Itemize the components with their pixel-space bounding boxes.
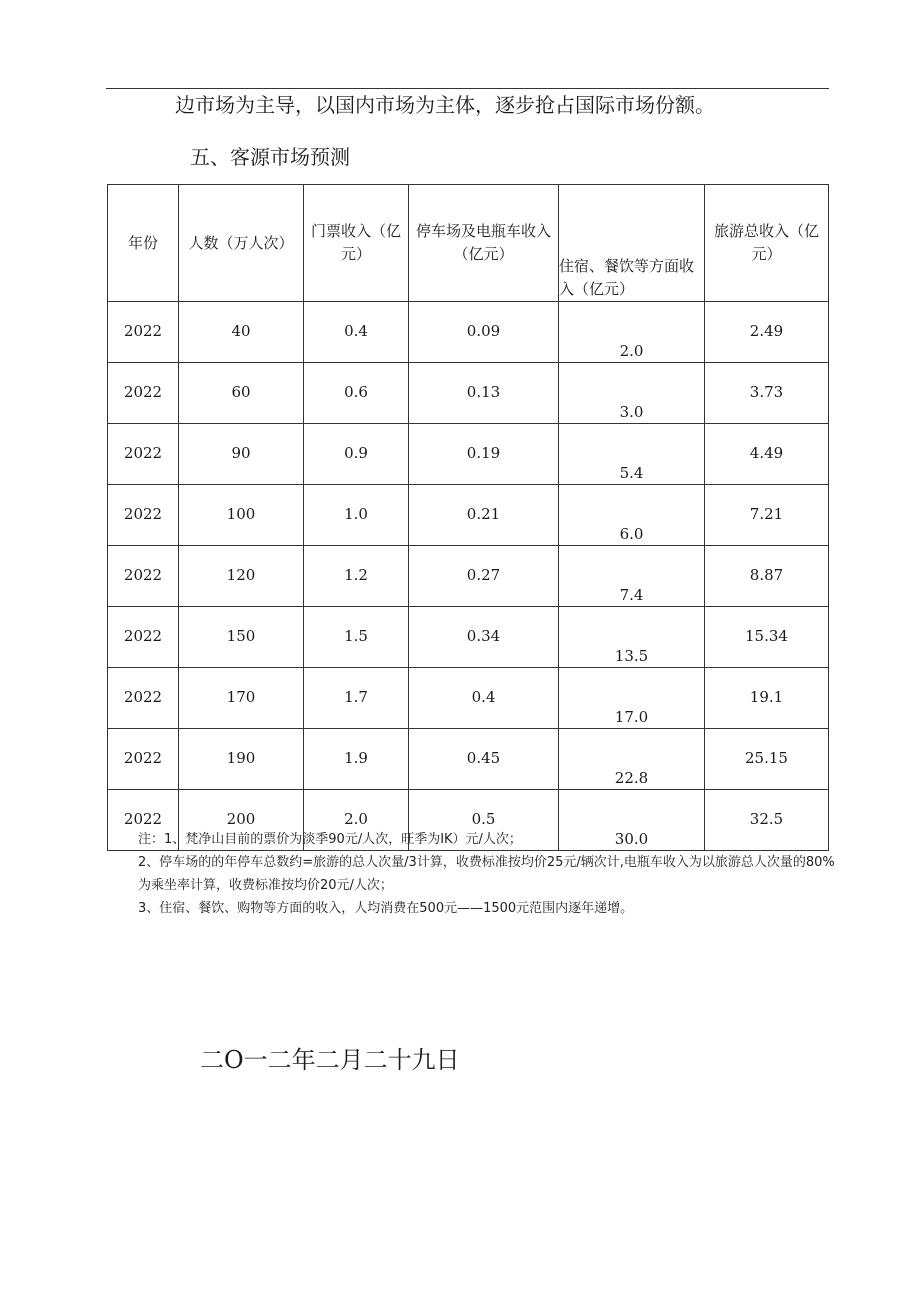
- cell-parking-revenue: [409, 546, 559, 607]
- market-forecast-table: [107, 184, 829, 851]
- cell-total-revenue: [705, 302, 829, 363]
- cell-total-revenue: [705, 363, 829, 424]
- cell-lodging-revenue: [559, 546, 705, 607]
- cell-year-value: 2022: [123, 627, 163, 645]
- cell-ticket-revenue-value: 1.2: [344, 566, 368, 584]
- header-total-revenue: 旅游总收入（亿元）: [705, 185, 829, 302]
- cell-total-revenue-value: 8.87: [749, 566, 784, 584]
- cell-total-revenue: [705, 546, 829, 607]
- cell-lodging-revenue: [559, 668, 705, 729]
- cell-total-revenue-value: 19.1: [749, 688, 784, 706]
- cell-parking-revenue: [409, 363, 559, 424]
- table-row: [108, 546, 829, 607]
- table-row: [108, 363, 829, 424]
- cell-total-revenue-value: 3.73: [749, 383, 784, 401]
- cell-parking-revenue: [409, 302, 559, 363]
- cell-visitors-value: 100: [226, 505, 256, 523]
- cell-visitors: [179, 363, 304, 424]
- cell-visitors-value: 150: [226, 627, 256, 645]
- table-notes: [138, 828, 838, 920]
- cell-lodging-revenue-value: 17.0: [614, 708, 649, 726]
- cell-ticket-revenue-value: 1.0: [344, 505, 368, 523]
- table-row: [108, 607, 829, 668]
- cell-lodging-revenue-value: 30.0: [614, 830, 649, 848]
- cell-ticket-revenue-value: 1.7: [344, 688, 368, 706]
- cell-ticket-revenue: [304, 668, 409, 729]
- cell-year: [108, 607, 179, 668]
- cell-visitors: [179, 302, 304, 363]
- cell-visitors-value: 120: [226, 566, 256, 584]
- cell-year: [108, 729, 179, 790]
- cell-parking-revenue: [409, 485, 559, 546]
- top-divider: [106, 88, 829, 89]
- cell-parking-revenue-value: 0.34: [466, 627, 501, 645]
- table-row: [108, 668, 829, 729]
- cell-year: [108, 363, 179, 424]
- cell-parking-revenue-value: 0.21: [466, 505, 501, 523]
- cell-parking-revenue-value: 0.09: [466, 322, 501, 340]
- cell-year-value: 2022: [123, 444, 163, 462]
- cell-year: [108, 302, 179, 363]
- cell-ticket-revenue: [304, 485, 409, 546]
- cell-ticket-revenue-value: 0.4: [344, 322, 368, 340]
- intro-paragraph: 边市场为主导，以国内市场为主体，逐步抢占国际市场份额。: [175, 93, 715, 117]
- cell-ticket-revenue-value: 1.5: [344, 627, 368, 645]
- cell-lodging-revenue: [559, 729, 705, 790]
- cell-lodging-revenue-value: 2.0: [619, 342, 644, 360]
- cell-total-revenue: [705, 668, 829, 729]
- cell-parking-revenue-value: 0.13: [466, 383, 501, 401]
- cell-total-revenue-value: 4.49: [749, 444, 784, 462]
- cell-year: [108, 424, 179, 485]
- cell-ticket-revenue-value: 1.9: [344, 749, 368, 767]
- cell-parking-revenue-value: 0.45: [466, 749, 501, 767]
- cell-ticket-revenue-value: 2.0: [344, 810, 368, 828]
- cell-lodging-revenue: [559, 485, 705, 546]
- table-row: [108, 729, 829, 790]
- cell-visitors-value: 190: [226, 749, 256, 767]
- cell-ticket-revenue-value: 0.9: [344, 444, 368, 462]
- cell-parking-revenue-value: 0.19: [466, 444, 501, 462]
- cell-visitors: [179, 546, 304, 607]
- cell-ticket-revenue: [304, 302, 409, 363]
- cell-lodging-revenue-value: 6.0: [619, 525, 644, 543]
- cell-total-revenue-value: 32.5: [749, 810, 784, 828]
- cell-total-revenue-value: 7.21: [749, 505, 784, 523]
- document-date: 二O一二年二月二十九日: [200, 1046, 460, 1074]
- table-header-row: [108, 185, 829, 302]
- cell-visitors: [179, 607, 304, 668]
- cell-total-revenue-value: 2.49: [749, 322, 784, 340]
- header-parking-revenue: 停车场及电瓶车收入（亿元）: [409, 185, 559, 302]
- cell-ticket-revenue: [304, 424, 409, 485]
- cell-ticket-revenue: [304, 729, 409, 790]
- cell-year-value: 2022: [123, 688, 163, 706]
- header-ticket-revenue: 门票收入（亿元）: [304, 185, 409, 302]
- cell-visitors-value: 40: [231, 322, 251, 340]
- cell-lodging-revenue: [559, 363, 705, 424]
- table-row: [108, 424, 829, 485]
- cell-ticket-revenue: [304, 363, 409, 424]
- note-2: 2、停车场的的年停车总数约=旅游的总人次量/3计算，收费标准按均价25元/辆次计,电瓶车收入为以旅游总人次量的80%为乘坐率计算，收费标准按均价20元/人次；: [138, 855, 835, 893]
- cell-year-value: 2022: [123, 322, 163, 340]
- cell-parking-revenue-value: 0.27: [466, 566, 501, 584]
- cell-lodging-revenue-value: 22.8: [614, 769, 649, 787]
- cell-parking-revenue: [409, 607, 559, 668]
- cell-ticket-revenue: [304, 546, 409, 607]
- cell-lodging-revenue: [559, 424, 705, 485]
- cell-visitors: [179, 729, 304, 790]
- cell-total-revenue-value: 15.34: [745, 627, 788, 645]
- cell-year-value: 2022: [123, 810, 163, 828]
- cell-visitors-value: 200: [226, 810, 256, 828]
- header-visitors: 人数（万人次）: [179, 185, 304, 302]
- cell-year: [108, 546, 179, 607]
- cell-visitors-value: 60: [231, 383, 251, 401]
- cell-parking-revenue: [409, 424, 559, 485]
- section-heading: 五、客源市场预测: [190, 145, 350, 169]
- cell-visitors: [179, 424, 304, 485]
- cell-year-value: 2022: [123, 505, 163, 523]
- cell-parking-revenue-value: 0.5: [471, 810, 496, 828]
- cell-lodging-revenue-value: 5.4: [619, 464, 644, 482]
- cell-year-value: 2022: [123, 566, 163, 584]
- cell-visitors: [179, 668, 304, 729]
- cell-visitors-value: 170: [226, 688, 256, 706]
- cell-parking-revenue-value: 0.4: [471, 688, 496, 706]
- cell-visitors-value: 90: [231, 444, 251, 462]
- cell-year-value: 2022: [123, 749, 163, 767]
- cell-total-revenue: [705, 607, 829, 668]
- cell-ticket-revenue-value: 0.6: [344, 383, 368, 401]
- cell-year: [108, 668, 179, 729]
- header-year: 年份: [108, 185, 179, 302]
- cell-ticket-revenue: [304, 607, 409, 668]
- cell-year-value: 2022: [123, 383, 163, 401]
- note-3: 3、住宿、餐饮、购物等方面的收入，人均消费在500元——1500元范围内逐年递增。: [138, 901, 634, 916]
- cell-lodging-revenue: [559, 607, 705, 668]
- cell-total-revenue: [705, 424, 829, 485]
- cell-lodging-revenue-value: 13.5: [614, 647, 649, 665]
- cell-visitors: [179, 485, 304, 546]
- note-1: 注：1、梵净山目前的票价为淡季90元/人次，旺季为IK）元/人次；: [138, 832, 522, 847]
- cell-total-revenue-value: 25.15: [745, 749, 788, 767]
- cell-year: [108, 485, 179, 546]
- cell-parking-revenue: [409, 729, 559, 790]
- cell-parking-revenue: [409, 668, 559, 729]
- cell-lodging-revenue: [559, 302, 705, 363]
- cell-total-revenue: [705, 485, 829, 546]
- cell-lodging-revenue-value: 7.4: [619, 586, 644, 604]
- cell-total-revenue: [705, 729, 829, 790]
- table-row: [108, 302, 829, 363]
- cell-lodging-revenue-value: 3.0: [619, 403, 644, 421]
- table-row: [108, 485, 829, 546]
- header-lodging-revenue: 住宿、餐饮等方面收入（亿元）: [559, 185, 705, 302]
